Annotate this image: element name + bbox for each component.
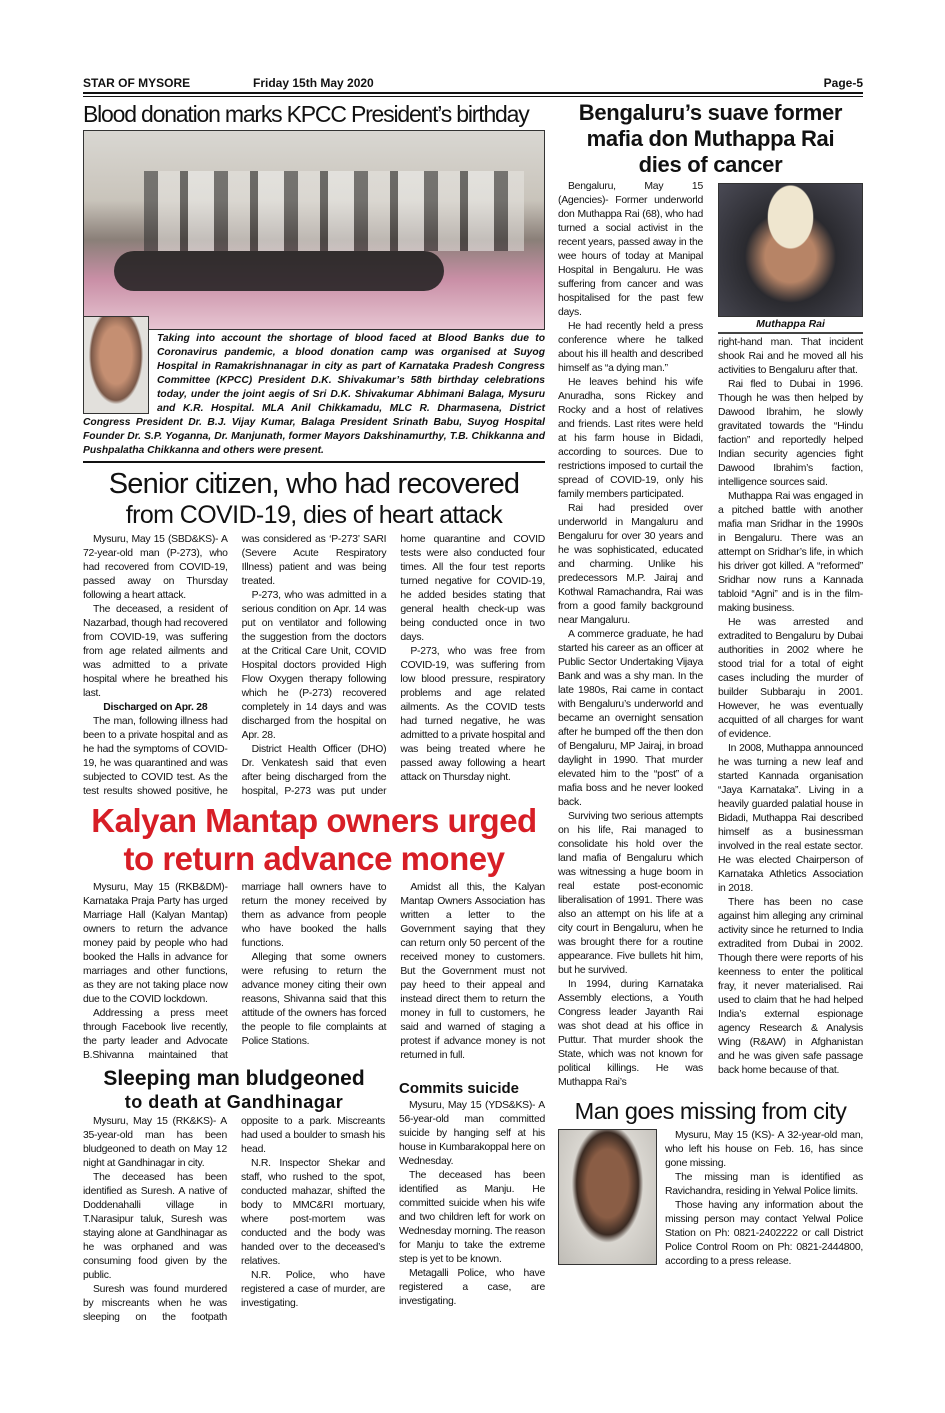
headline-kalyan-mantap-1: Kalyan Mantap owners urged bbox=[91, 802, 537, 839]
left-section bbox=[83, 100, 545, 1325]
blood-donation-photo bbox=[83, 130, 545, 330]
muthappa-columns bbox=[558, 180, 863, 1090]
paragraph: Addressing a press meet through Facebook live recently, the party leader and Advocate B.Shivanna maintained that marriage hall owners have to return the money received by them as advance from people who have booked the halls functions. bbox=[83, 882, 387, 1061]
headline-commits-suicide: Commits suicide bbox=[399, 1080, 520, 1097]
paragraph: P-273, who was free from COVID-19, was suffering from low blood pressure, respiratory problems and age related ailments. As the COVID tests had turned negative, he was admitted to a private hospital and was being treated where he passed away following a heart attack on Thursday night. bbox=[400, 646, 545, 783]
paragraph: The deceased has been identified as Manju. He committed suicide when his wife and two children left for work on Wednesday morning. The reason for Manju to take the extreme step is yet to be known. bbox=[399, 1170, 546, 1265]
paragraph: The missing man is identified as Ravichandra, residing in Yelwal Police limits. bbox=[665, 1172, 863, 1197]
subheading: Discharged on Apr. 28 bbox=[103, 702, 208, 713]
missing-man-photo bbox=[558, 1129, 657, 1265]
header-rule bbox=[83, 96, 863, 97]
headline-sleeping-man-2: to death at Gandhinagar bbox=[124, 1092, 344, 1112]
paragraph: The man, following illness had been to a private hospital and as he had the symptoms of COVID-19, he was quarantined and was subjected to COVID test. As the test results showed positive, he was considered as ‘P-273’ SARI (Severe Acute Respiratory Illness) patient and was being treated. bbox=[83, 534, 387, 797]
headline-man-missing: Man goes missing from city bbox=[574, 1098, 847, 1124]
article-muthappa-col-b bbox=[718, 336, 863, 1078]
headline-senior-citizen-2: from COVID-19, dies of heart attack bbox=[125, 501, 503, 529]
paragraph: In 2008, Muthappa announced he was turning a new leaf and started Kannada organisation “Jaya Karnataka”. Living in a heavily guarded palatial house in Bidadi, Muthappa Rai described himself as a businessman involved in the real estate sector. He was elected Chairperson of Karnataka Athletics Association in 2018. bbox=[718, 743, 863, 894]
headline-muthappa-2: mafia don Muthappa Rai bbox=[586, 126, 835, 151]
caption-text: Taking into account the shortage of blood faced at Blood Banks due to Coronavirus pandemic, a blood donation camp was organised at Suyog Hospital in Ramakrishnanagar in city as part of Karnataka Pradesh Congress Committee (KPCC) President D.K. Shivakumar’s 58th birthday celebrations today, under the joint aegis of Sri D.K. Shivakumar Abhimani Balaga, Mysuru and K.R. Hospital. MLA Anil Chikkamadu, MLC R. Dharmasena, District Congress President Dr. B.J. Vijay Kumar, Balaga President Srinath Babu, Suyog Hospital Founder Dr. S.P. Yoganna, Dr. Manjunath, former Mayors Dakshinamurthy, T.B. Chikkanna and Pushpalatha Chikkanna and others were present. bbox=[83, 333, 545, 456]
paragraph: N.R. Inspector Shekar and staff, who rushed to the spot, conducted mahazar, shifted the body to MMC&RI mortuary, where post-mortem was conducted and the body was handed over to the deceased’s relatives. bbox=[241, 1158, 385, 1267]
headline-muthappa-1: Bengaluru’s suave former bbox=[578, 100, 843, 125]
muthappa-col-b-wrap bbox=[718, 180, 863, 1078]
paragraph: Muthappa Rai was engaged in a pitched battle with another mafia man Sridhar in the 1990s in Bengaluru. There was an attempt on Sridhar’s life, in which his driver got killed. A “reformed” Sridhar now runs a Kannada tabloid “Agni” and is in the film-making business. bbox=[718, 491, 863, 614]
paragraph: Alleging that some owners were refusing to return the advance money citing their own reasons, Shivanna said that this attitude of the owners has forced the people to file complaints at Police Stations. bbox=[241, 952, 387, 1047]
article-commits-suicide bbox=[399, 1099, 545, 1309]
paragraph: Those having any information about the missing person may contact Yelwal Police Station on Ph: 0821-2402222 or call District Police Control Room on Ph: 0821-2444800, according to a press release. bbox=[665, 1200, 863, 1267]
paragraph: Amidst all this, the Kalyan Mantap Owners Association has written a letter to the Government saying that they can return only 50 percent of the received money to customers. But the Government must not pay heed to their appeal and instead direct them to return the money in full to customers, he said and warned of staging a protest if advance money is not returned in full. bbox=[400, 882, 545, 1061]
paragraph: P-273, who was admitted in a serious condition on Apr. 14 was put on ventilator and following the suggestion from the doctors at the Critical Care Unit, COVID Hospital doctors provided High Flow Oxygen therapy following which he (P-273) recovered completely in 14 days and was discharged from the hospital on Apr. 28. bbox=[241, 590, 387, 741]
paragraph: Bengaluru, May 15 (Agencies)- Former underworld don Muthappa Rai (68), who had turned a social activist in the recent years, passed away in the wee hours of today at Manipal Hospital in Bengaluru. He was suffering from cancer and was hospitalised for the past few days. bbox=[558, 181, 703, 318]
paragraph: Mysuru, May 15 (RKB&DM)- Karnataka Praja Party has urged Marriage Hall (Kalyan Mantap) owners to return the advance money paid by people who had booked the Halls in advance for marriages and other functions, as they are not taking place now due to the COVID lockdown. bbox=[83, 882, 228, 1005]
paragraph: Rai had presided over underworld in Mangaluru and Bengaluru for over 30 years and he was sophisticated, educated and charming. Unlike his predecessors M.P. Jairaj and Kothwal Ramachandra, Rai was from a good family background near Mangaluru. bbox=[558, 503, 703, 626]
paragraph: He leaves behind his wife Anuradha, sons Rickey and Rocky and a host of relatives and friends. Last rites were held at his farm house in Bidadi, according to sources. Due to restrictions imposed to curtail the spread of COVID-19, only his family members participated. bbox=[558, 377, 703, 500]
headline-blood-donation: Blood donation marks KPCC President’s birthday bbox=[83, 101, 529, 127]
caption-rule bbox=[718, 332, 863, 334]
missing-row bbox=[558, 1129, 863, 1269]
divider bbox=[83, 461, 545, 463]
suicide-story bbox=[399, 1067, 545, 1309]
paragraph: Mysuru, May 15 (YDS&KS)- A 56-year-old man committed suicide by hanging self at his house in Kumbarakoppal here on Wednesday. bbox=[399, 1100, 545, 1167]
paragraph: He had recently held a press conference where he talked about his ill health and described himself as “a dying man.” bbox=[558, 321, 703, 374]
paragraph: Mysuru, May 15 (KS)- A 32-year-old man, who left his house on Feb. 16, has since gone missing. bbox=[665, 1130, 863, 1169]
paragraph: Mysuru, May 15 (SBD&KS)- A 72-year-old man (P-273), who had recovered from COVID-19, passed away on Thursday following a heart attack. bbox=[83, 534, 228, 601]
article-man-missing bbox=[665, 1129, 863, 1269]
muthappa-rai-photo bbox=[718, 183, 863, 317]
paragraph: Mysuru, May 15 (RK&KS)- A 35-year-old man has been bludgeoned to death on May 12 night at Gandhinagar in city. bbox=[83, 1116, 227, 1169]
paper-name: STAR OF MYSORE bbox=[83, 76, 191, 90]
article-senior-citizen bbox=[83, 533, 545, 799]
paragraph: The deceased has been identified as Suresh. A native of Doddenahalli village in T.Narasipur taluk, Suresh was staying alone at Gandhinagar as he was orphaned and was consuming food given by the public. bbox=[83, 1172, 227, 1281]
article-sleeping-man bbox=[83, 1115, 385, 1325]
header-rule bbox=[83, 92, 863, 94]
photo-caption-muthappa: Muthappa Rai bbox=[756, 318, 825, 330]
sleeping-man-story bbox=[83, 1067, 385, 1325]
right-section bbox=[558, 100, 863, 1269]
paragraph: A commerce graduate, he had started his career as an officer at Public Sector Undertaking Vijaya Bank and was a shy man. In the late 1980s, Rai came in contact with Bengaluru’s underworld and became an overnight sensation after he bumped off the then don of Bengaluru, MP Jairaj, in broad daylight in 1990. That murder elevated him to the “post” of a mafia boss and he never looked back. bbox=[558, 629, 703, 808]
headline-kalyan-mantap-2: to return advance money bbox=[123, 840, 505, 877]
paragraph: Metagalli Police, who have registered a case, are investigating. bbox=[399, 1268, 545, 1307]
article-muthappa-col-a bbox=[558, 180, 703, 1090]
page-body bbox=[83, 100, 863, 1325]
headline-muthappa-3: dies of cancer bbox=[638, 152, 783, 177]
paragraph: District Health Officer (DHO) Dr. Venkatesh said that even after being discharged from the hospital, P-273 was put under home quarantine and COVID tests were also conducted four times. All the four test reports turned negative for COVID-19, he added besides stating that general health check-up was being conducted once in two days. bbox=[241, 534, 545, 797]
paragraph: Suresh was found murdered by miscreants when he was sleeping on the footpath opposite to a park. Miscreants had used a boulder to smash his head. bbox=[83, 1116, 385, 1323]
blood-donation-caption bbox=[83, 332, 545, 458]
masthead bbox=[83, 76, 863, 92]
page-number: Page-5 bbox=[823, 76, 863, 90]
headline-sleeping-man-1: Sleeping man bludgeoned bbox=[103, 1067, 365, 1090]
paragraph: The deceased, a resident of Nazarbad, though had recovered from COVID-19, was suffering from age related ailments and was admitted to a private hospital where he breathed his last. bbox=[83, 604, 228, 699]
headline-senior-citizen-1: Senior citizen, who had recovered bbox=[108, 468, 520, 500]
paragraph: There has been no case against him alleging any criminal activity since he returned to India extradited from Dubai in 2002. Though there were reports of his keenness to enter the political fray, it never materialised. Rai used to claim that he had helped India’s external espionage agency Research & Analysis Wing (R&AW) in Afghanistan and he was given safe passage back home because of that. bbox=[718, 897, 863, 1076]
issue-date: Friday 15th May 2020 bbox=[253, 76, 374, 90]
article-kalyan-mantap bbox=[83, 881, 545, 1063]
paragraph: right-hand man. That incident shook Rai and he moved all his activities to Bengaluru after that. bbox=[718, 337, 863, 376]
paragraph: N.R. Police, who have registered a case of murder, are investigating. bbox=[241, 1270, 385, 1309]
paragraph: Surviving two serious attempts on his life, Rai managed to consolidate his hold over the land mafia of Bengaluru which was witnessing a huge boom in real estate post-economic liberalisation of 1991. There was also an attempt on his life at a city court in Bengaluru, when he was brought there for a routine appearance. Five bullets hit him, but he survived. bbox=[558, 811, 703, 976]
paragraph: In 1994, during Karnataka Assembly elections, a Youth Congress leader Jayanth Rai was shot dead at his office in Puttur. That murder shook the State, which was not known for political killings. He was Muthappa Rai’s bbox=[558, 979, 703, 1088]
bottom-left-row bbox=[83, 1067, 545, 1325]
paragraph: Rai fled to Dubai in 1996. Though he was then helped by Dawood Ibrahim, he slowly gravitated towards the “Hindu faction” and reportedly helped Indian security agencies fight Dawood Ibrahim’s faction, intelligence sources said. bbox=[718, 379, 863, 488]
dk-shivakumar-portrait bbox=[83, 316, 149, 414]
paragraph: He was arrested and extradited to Bengaluru by Dubai authorities in 2002 where he stood trial for a total of eight cases including the murder of builder Subbaraju in 2001. However, he was eventually acquitted of all charges for want of evidence. bbox=[718, 617, 863, 740]
